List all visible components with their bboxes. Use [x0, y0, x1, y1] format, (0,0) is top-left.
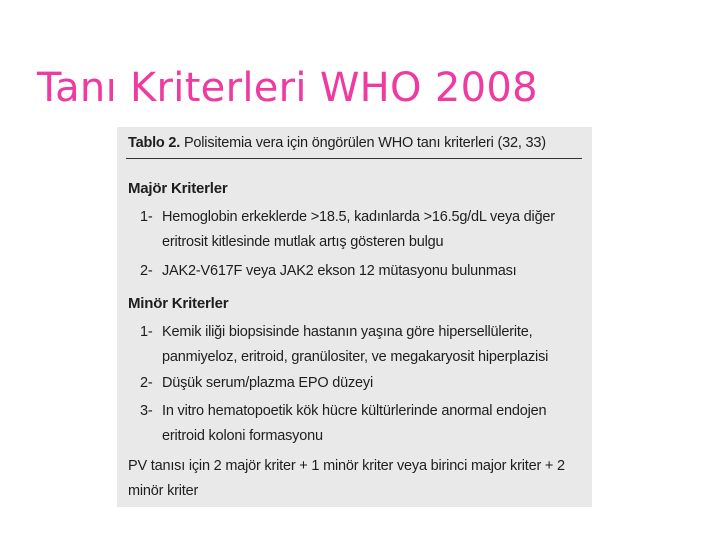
- table-caption-number: Tablo 2.: [128, 135, 181, 151]
- minor-criterion-3-number: 3-: [140, 403, 153, 419]
- minor-criteria-heading: Minör Kriterler: [128, 295, 229, 312]
- minor-criterion-1-text: Kemik iliği biopsisinde hastanın yaşına göre hipersellülerite, panmiyeloz, eritroid, granülositer, ve megakaryosit hiperplazisi: [162, 324, 549, 365]
- major-criterion-2-text: JAK2-V617F veya JAK2 ekson 12 mütasyonu bulunması: [162, 263, 517, 279]
- criteria-table: [117, 127, 592, 507]
- slide-title: Tanı Kriterleri WHO 2008: [37, 65, 538, 111]
- minor-criterion-2-text: Düşük serum/plazma EPO düzeyi: [162, 375, 373, 391]
- major-criteria-heading: Majör Kriterler: [128, 180, 228, 197]
- major-criterion-1-text: Hemoglobin erkeklerde >18.5, kadınlarda >16.5g/dL veya diğer eritrosit kitlesinde mutlak artış gösteren bulgu: [162, 209, 555, 250]
- minor-criterion-3-text: In vitro hematopoetik kök hücre kültürlerinde anormal endojen eritroid koloni formasyonu: [162, 403, 547, 444]
- caption-divider: [126, 158, 582, 159]
- major-criterion-1-number: 1-: [140, 209, 153, 225]
- major-criterion-2-number: 2-: [140, 263, 153, 279]
- diagnosis-rule-footer: PV tanısı için 2 majör kriter + 1 minör kriter veya birinci major kriter + 2 minör kriter: [128, 458, 565, 499]
- table-caption: [128, 133, 546, 153]
- minor-criterion-2-number: 2-: [140, 375, 153, 391]
- minor-criterion-1-number: 1-: [140, 324, 153, 340]
- table-caption-text: Polisitemia vera için öngörülen WHO tanı kriterleri (32, 33): [180, 135, 546, 151]
